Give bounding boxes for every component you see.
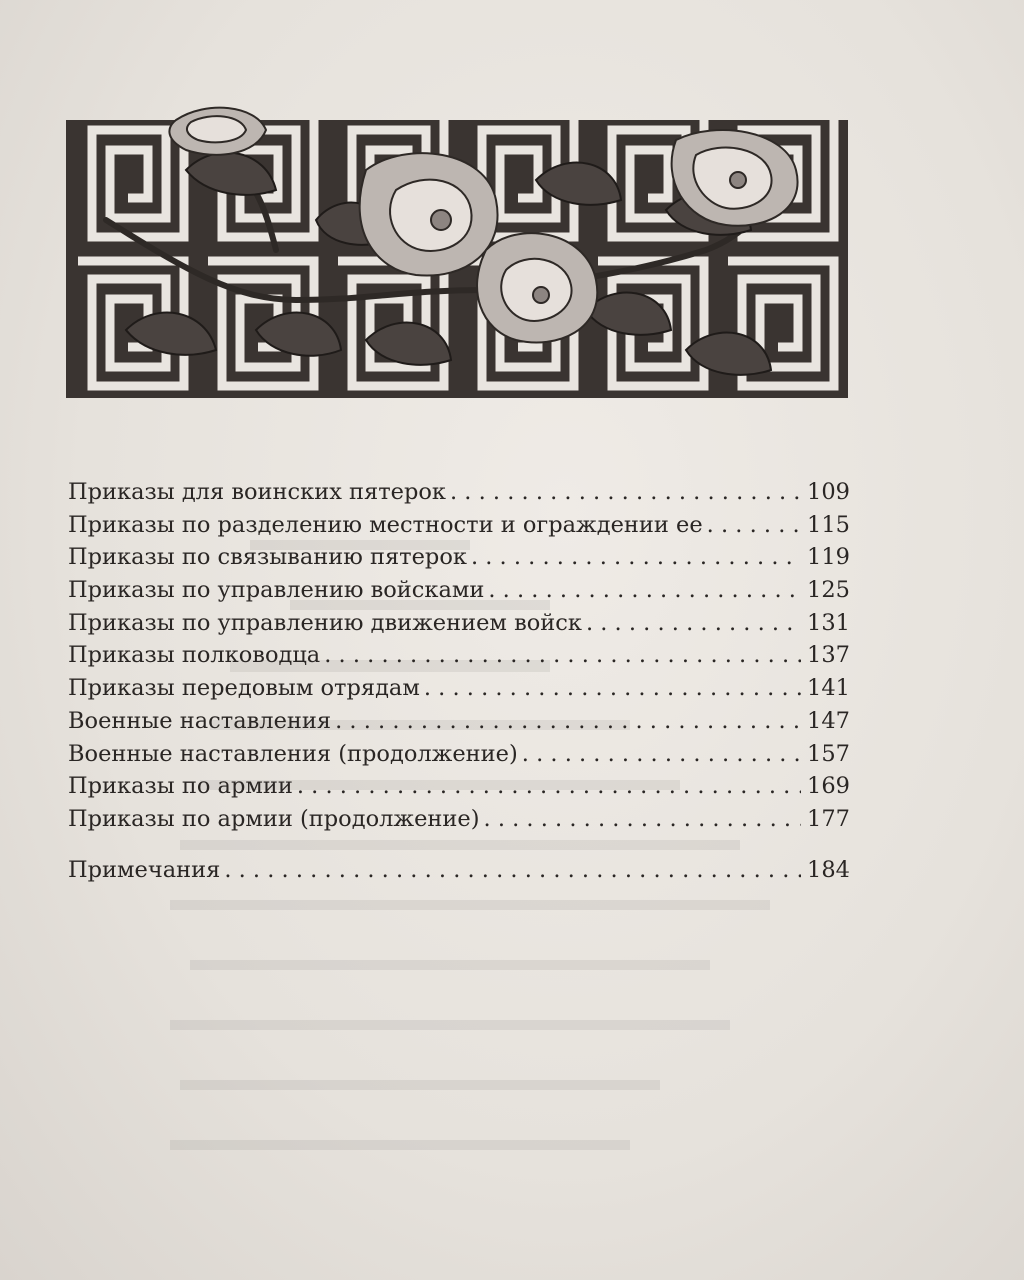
dot-leader [488, 574, 801, 607]
toc-entry-title: Приказы по армии (продолжение) [68, 805, 480, 832]
toc-entry-page: 131 [807, 609, 850, 636]
toc-entry [68, 574, 850, 607]
dot-leader [324, 639, 801, 672]
dot-leader [471, 541, 801, 574]
dot-leader [522, 738, 801, 771]
toc-entry-page: 147 [807, 707, 850, 734]
dot-leader [224, 854, 801, 887]
toc-entry-title: Приказы по разделению местности и ограждении ее [68, 511, 703, 538]
toc-entry-page: 115 [807, 511, 850, 538]
toc-entry [68, 705, 850, 738]
dot-leader [484, 803, 802, 836]
toc-entry [68, 672, 850, 705]
table-of-contents [68, 476, 850, 886]
toc-entry-page: 137 [807, 642, 850, 669]
toc-entry-title: Приказы по управлению войсками [68, 577, 485, 604]
toc-entry-page: 169 [807, 773, 850, 800]
toc-entry-notes [68, 854, 850, 887]
toc-entry [68, 770, 850, 803]
toc-entry-page: 125 [807, 577, 850, 604]
ornament-header [66, 100, 848, 398]
dot-leader [297, 770, 801, 803]
toc-entry-title: Приказы передовым отрядам [68, 675, 420, 702]
toc-entry [68, 738, 850, 771]
toc-entry-title: Приказы для воинских пятерок [68, 479, 446, 505]
toc-entry-title: Военные наставления (продолжение) [68, 740, 518, 767]
toc-entry [68, 476, 850, 509]
toc-entry-title: Приказы по управлению движением войск [68, 609, 582, 636]
toc-entry-title: Приказы по армии [68, 773, 293, 800]
dot-leader [335, 705, 801, 738]
toc-entry-page: 157 [807, 740, 850, 767]
dot-leader [586, 607, 801, 640]
toc-entry-page: 109 [807, 479, 850, 505]
toc-entry [68, 541, 850, 574]
dot-leader [424, 672, 801, 705]
toc-entry-page: 141 [807, 675, 850, 702]
toc-entry-page: 177 [807, 805, 850, 832]
toc-entry-page: 184 [807, 856, 850, 883]
section-gap [68, 836, 850, 854]
toc-entry [68, 803, 850, 836]
toc-entry-title: Приказы по связыванию пятерок [68, 544, 467, 571]
toc-entry-page: 119 [807, 544, 850, 571]
dot-leader [707, 509, 801, 542]
dot-leader [450, 476, 801, 509]
toc-entry [68, 607, 850, 640]
toc-entry-title: Примечания [68, 856, 221, 883]
toc-entry-title: Приказы полководца [68, 642, 321, 669]
toc-entry [68, 639, 850, 672]
toc-entry [68, 509, 850, 542]
toc-entry-title: Военные наставления [68, 707, 332, 734]
